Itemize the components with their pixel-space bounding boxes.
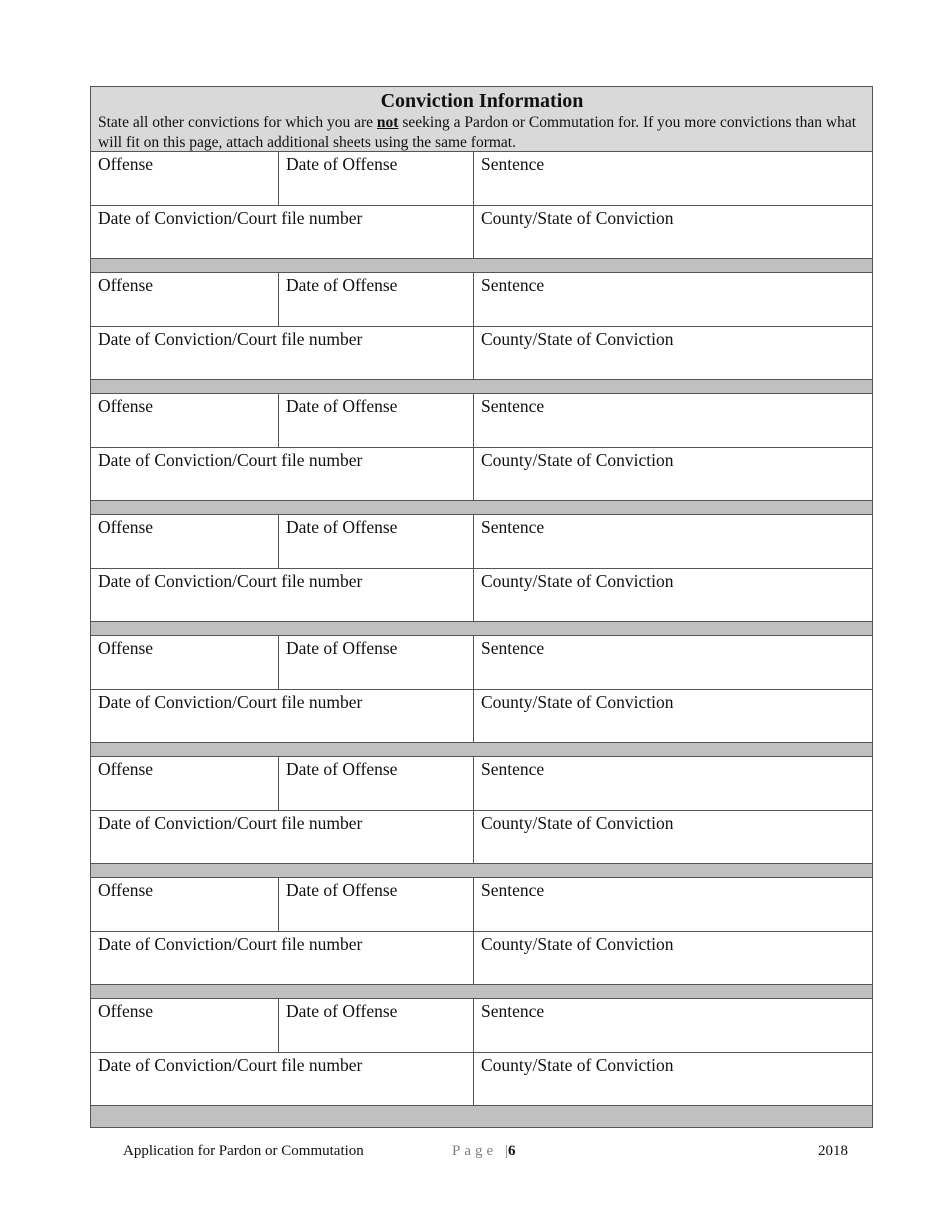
sentence-field[interactable]: [474, 394, 872, 447]
entry-row-conviction: [91, 690, 872, 743]
county-state-field[interactable]: [474, 811, 872, 863]
county-state-label: County/State of Conviction: [481, 692, 674, 712]
conviction-form: [90, 86, 873, 1128]
date-of-offense-field[interactable]: [279, 152, 474, 205]
county-state-field[interactable]: [474, 569, 872, 621]
offense-label: Offense: [98, 880, 154, 900]
footer-document-title: Application for Pardon or Commutation: [123, 1143, 364, 1159]
form-title: Conviction Information: [380, 90, 584, 112]
entry-row-conviction: [91, 448, 872, 501]
conviction-entry: [91, 757, 872, 878]
sentence-field[interactable]: [474, 878, 872, 931]
county-state-field[interactable]: [474, 327, 872, 379]
county-state-label: County/State of Conviction: [481, 329, 674, 349]
offense-field[interactable]: [91, 636, 279, 689]
entry-row-offense: [91, 394, 872, 448]
date-of-offense-label: Date of Offense: [286, 275, 398, 295]
page-label: Page: [452, 1143, 498, 1159]
date-of-offense-field[interactable]: [279, 515, 474, 568]
offense-label: Offense: [98, 517, 154, 537]
entry-row-offense: [91, 636, 872, 690]
sentence-label: Sentence: [481, 517, 545, 537]
instructions-emphasis: not: [376, 114, 399, 131]
date-of-conviction-label: Date of Conviction/Court file number: [98, 571, 363, 591]
date-of-conviction-label: Date of Conviction/Court file number: [98, 813, 363, 833]
entry-row-offense: [91, 152, 872, 206]
date-of-offense-field[interactable]: [279, 636, 474, 689]
sentence-field[interactable]: [474, 757, 872, 810]
date-of-offense-label: Date of Offense: [286, 759, 398, 779]
entry-separator: [91, 985, 872, 999]
county-state-label: County/State of Conviction: [481, 813, 674, 833]
form-instructions: [98, 113, 866, 153]
sentence-label: Sentence: [481, 638, 545, 658]
conviction-entry: [91, 636, 872, 757]
date-of-conviction-label: Date of Conviction/Court file number: [98, 450, 363, 470]
offense-label: Offense: [98, 1001, 154, 1021]
sentence-field[interactable]: [474, 999, 872, 1052]
offense-field[interactable]: [91, 515, 279, 568]
page-number: 6: [507, 1143, 516, 1159]
county-state-label: County/State of Conviction: [481, 208, 674, 228]
conviction-entry: [91, 999, 872, 1127]
date-of-conviction-field[interactable]: [91, 1053, 474, 1105]
sentence-label: Sentence: [481, 759, 545, 779]
date-of-offense-field[interactable]: [279, 878, 474, 931]
date-of-conviction-field[interactable]: [91, 448, 474, 500]
entry-row-offense: [91, 757, 872, 811]
sentence-label: Sentence: [481, 880, 545, 900]
conviction-entry: [91, 515, 872, 636]
county-state-field[interactable]: [474, 206, 872, 258]
entry-row-conviction: [91, 1053, 872, 1106]
date-of-conviction-field[interactable]: [91, 569, 474, 621]
sentence-label: Sentence: [481, 154, 545, 174]
sentence-field[interactable]: [474, 636, 872, 689]
county-state-field[interactable]: [474, 1053, 872, 1105]
instructions-after: seeking a Pardon or Commutation for. If you more convictions than what will fit on this page, attach additional sheets using the same format.: [98, 114, 857, 151]
offense-label: Offense: [98, 396, 154, 416]
date-of-conviction-field[interactable]: [91, 206, 474, 258]
form-header: [91, 87, 872, 152]
date-of-conviction-field[interactable]: [91, 690, 474, 742]
entry-row-offense: [91, 273, 872, 327]
date-of-offense-label: Date of Offense: [286, 154, 398, 174]
county-state-label: County/State of Conviction: [481, 1055, 674, 1075]
entry-row-offense: [91, 999, 872, 1053]
conviction-entry: [91, 394, 872, 515]
entry-row-conviction: [91, 569, 872, 622]
offense-label: Offense: [98, 154, 154, 174]
offense-label: Offense: [98, 275, 154, 295]
conviction-entries: [91, 152, 872, 1127]
entry-separator: [91, 380, 872, 394]
sentence-field[interactable]: [474, 515, 872, 568]
conviction-entry: [91, 152, 872, 273]
entry-row-conviction: [91, 327, 872, 380]
footer-page-number: [452, 1143, 515, 1160]
entry-separator: [91, 501, 872, 515]
entry-separator: [91, 259, 872, 273]
county-state-field[interactable]: [474, 448, 872, 500]
sentence-label: Sentence: [481, 275, 545, 295]
footer-year: 2018: [818, 1143, 848, 1159]
date-of-conviction-label: Date of Conviction/Court file number: [98, 208, 363, 228]
date-of-conviction-label: Date of Conviction/Court file number: [98, 692, 363, 712]
entry-row-conviction: [91, 811, 872, 864]
offense-field[interactable]: [91, 878, 279, 931]
entry-row-conviction: [91, 932, 872, 985]
entry-row-conviction: [91, 206, 872, 259]
sentence-label: Sentence: [481, 396, 545, 416]
entry-separator: [91, 622, 872, 636]
date-of-offense-label: Date of Offense: [286, 1001, 398, 1021]
conviction-entry: [91, 878, 872, 999]
sentence-field[interactable]: [474, 152, 872, 205]
date-of-offense-field[interactable]: [279, 273, 474, 326]
entry-separator: [91, 1106, 872, 1127]
page-separator: |: [504, 1143, 508, 1159]
date-of-offense-label: Date of Offense: [286, 880, 398, 900]
county-state-label: County/State of Conviction: [481, 450, 674, 470]
county-state-field[interactable]: [474, 932, 872, 984]
page-footer: [0, 1143, 950, 1165]
date-of-offense-label: Date of Offense: [286, 517, 398, 537]
date-of-conviction-label: Date of Conviction/Court file number: [98, 1055, 363, 1075]
county-state-field[interactable]: [474, 690, 872, 742]
date-of-offense-field[interactable]: [279, 999, 474, 1052]
date-of-offense-label: Date of Offense: [286, 396, 398, 416]
offense-label: Offense: [98, 638, 154, 658]
instructions-before: State all other convictions for which you are: [98, 114, 377, 131]
date-of-conviction-field[interactable]: [91, 327, 474, 379]
offense-label: Offense: [98, 759, 154, 779]
date-of-conviction-field[interactable]: [91, 932, 474, 984]
date-of-offense-label: Date of Offense: [286, 638, 398, 658]
date-of-conviction-field[interactable]: [91, 811, 474, 863]
offense-field[interactable]: [91, 394, 279, 447]
offense-field[interactable]: [91, 999, 279, 1052]
date-of-conviction-label: Date of Conviction/Court file number: [98, 329, 363, 349]
date-of-offense-field[interactable]: [279, 757, 474, 810]
offense-field[interactable]: [91, 757, 279, 810]
entry-separator: [91, 864, 872, 878]
entry-row-offense: [91, 878, 872, 932]
sentence-label: Sentence: [481, 1001, 545, 1021]
date-of-offense-field[interactable]: [279, 394, 474, 447]
sentence-field[interactable]: [474, 273, 872, 326]
county-state-label: County/State of Conviction: [481, 934, 674, 954]
county-state-label: County/State of Conviction: [481, 571, 674, 591]
conviction-entry: [91, 273, 872, 394]
offense-field[interactable]: [91, 152, 279, 205]
date-of-conviction-label: Date of Conviction/Court file number: [98, 934, 363, 954]
entry-row-offense: [91, 515, 872, 569]
entry-separator: [91, 743, 872, 757]
offense-field[interactable]: [91, 273, 279, 326]
